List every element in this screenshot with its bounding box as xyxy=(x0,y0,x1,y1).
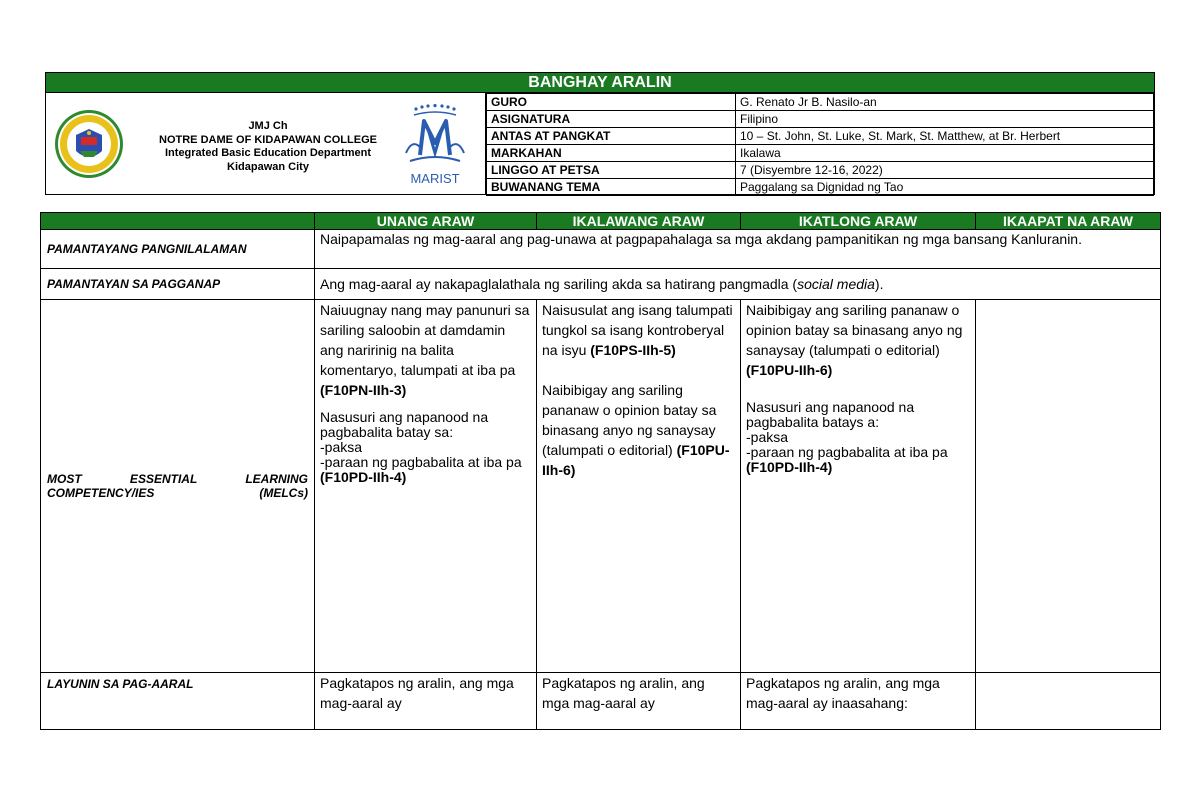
competency-subitem: -paraan ng pagbabalita at iba pa xyxy=(746,444,948,460)
melcs-day-3-competency-1 xyxy=(746,300,970,380)
marist-label: MARIST xyxy=(410,171,460,186)
melcs-day-3 xyxy=(741,300,976,673)
competency-subitem: -paraan ng pagbabalita at iba pa xyxy=(320,454,522,470)
performance-standard-text-end: ). xyxy=(874,276,884,292)
school-motto-line: JMJ Ch xyxy=(248,120,288,132)
info-row-week-date xyxy=(487,162,1154,179)
performance-standard-row xyxy=(41,269,1161,300)
info-row-subject xyxy=(487,111,1154,128)
marist-monogram-icon xyxy=(402,103,468,167)
lesson-plan-table xyxy=(40,212,1161,730)
teacher-value: G. Renato Jr B. Nasilo-an xyxy=(736,94,1154,111)
content-standard-label: PAMANTAYANG PANGNILALAMAN xyxy=(41,230,315,269)
competency-subitem: -paksa xyxy=(320,439,363,455)
day-header-row xyxy=(41,213,1161,230)
lesson-plan-header xyxy=(45,72,1155,195)
quarter-value: Ikalawa xyxy=(736,145,1154,162)
school-name-text xyxy=(134,120,402,174)
week-date-label: LINGGO AT PETSA xyxy=(487,162,736,179)
school-info-block xyxy=(46,93,486,194)
competency-text: Nasusuri ang napanood na pagbabalita batays a: xyxy=(746,399,915,430)
column-day-4: IKAAPAT NA ARAW xyxy=(976,213,1161,230)
content-standard-row xyxy=(41,230,1161,269)
competency-code: (F10PN-IIh-3) xyxy=(320,382,407,398)
performance-standard-text xyxy=(315,269,1161,300)
melcs-day-1-competency-1 xyxy=(320,300,531,400)
monthly-theme-value: Paggalang sa Dignidad ng Tao xyxy=(736,179,1154,196)
melcs-day-2-competency-2 xyxy=(542,380,735,480)
marist-logo xyxy=(402,103,468,186)
quarter-label: MARKAHAN xyxy=(487,145,736,162)
competency-text: Nasusuri ang napanood na pagbabalita batay sa: xyxy=(320,409,489,440)
competency-code: (F10PS-IIh-5) xyxy=(590,342,676,358)
school-city: Kidapawan City xyxy=(227,160,309,173)
melcs-day-2 xyxy=(537,300,741,673)
teacher-label: GURO xyxy=(487,94,736,111)
monthly-theme-label: BUWANANG TEMA xyxy=(487,179,736,196)
melcs-day-1 xyxy=(315,300,537,673)
performance-standard-text-start: Ang mag-aaral ay nakapaglalathala ng sariling akda sa hatirang pangmadla ( xyxy=(320,276,798,292)
document-title: BANGHAY ARALIN xyxy=(46,73,1154,93)
competency-subitem: -paksa xyxy=(746,429,789,445)
competency-text: Naibibigay ang sariling pananaw o opinion batay sa binasang anyo ng sanaysay (talumpati o editorial) xyxy=(542,382,717,458)
grade-section-value: 10 – St. John, St. Luke, St. Mark, St. Matthew, at Br. Herbert xyxy=(736,128,1154,145)
week-date-value: 7 (Disyembre 12-16, 2022) xyxy=(736,162,1154,179)
column-day-3: IKATLONG ARAW xyxy=(741,213,976,230)
column-day-1: UNANG ARAW xyxy=(315,213,537,230)
melcs-day-1-competency-2 xyxy=(320,410,531,485)
subject-value: Filipino xyxy=(736,111,1154,128)
melcs-day-3-competency-2 xyxy=(746,400,970,475)
lesson-info-table xyxy=(486,93,1154,196)
melcs-row xyxy=(41,300,1161,673)
melcs-day-4 xyxy=(976,300,1161,673)
objectives-day-2: Pagkatapos ng aralin, ang mga mag-aaral ay xyxy=(537,673,741,730)
info-row-grade-section xyxy=(487,128,1154,145)
objectives-label: LAYUNIN SA PAG-AARAL xyxy=(41,673,315,730)
school-name: NOTRE DAME OF KIDAPAWAN COLLEGE xyxy=(159,133,377,146)
competency-code: (F10PD-IIh-4) xyxy=(746,459,833,475)
competency-text: Naibibigay ang sariling pananaw o opinion batay sa binasang anyo ng sanaysay (talumpati o editorial) xyxy=(746,302,963,358)
competency-text: Naisusulat ang isang talumpati tungkol sa isang kontroberyal na isyu xyxy=(542,302,733,358)
info-row-teacher xyxy=(487,94,1154,111)
column-day-2: IKALAWANG ARAW xyxy=(537,213,741,230)
content-standard-text: Naipapamalas ng mag-aaral ang pag-unawa at pagpapahalaga sa mga akdang pampanitikan ng mga bansang Kanluranin. xyxy=(315,230,1161,269)
grade-section-label: ANTAS AT PANGKAT xyxy=(487,128,736,145)
performance-standard-label: PAMANTAYAN SA PAGGANAP xyxy=(41,269,315,300)
objectives-day-3: Pagkatapos ng aralin, ang mga mag-aaral ay inaasahang: xyxy=(741,673,976,730)
info-row-quarter xyxy=(487,145,1154,162)
school-seal-logo xyxy=(54,109,124,179)
competency-code: (F10PD-IIh-4) xyxy=(320,469,407,485)
objectives-day-4 xyxy=(976,673,1161,730)
melcs-label: MOST ESSENTIAL LEARNING COMPETENCY/IES (MELCs) xyxy=(41,300,315,673)
info-row-theme xyxy=(487,179,1154,196)
melcs-day-2-competency-1 xyxy=(542,300,735,360)
competency-code: (F10PU-IIh-6) xyxy=(746,362,833,378)
competency-code: (F10PU-IIh-6) xyxy=(542,442,730,478)
performance-standard-social-media: social media xyxy=(797,276,875,292)
subject-label: ASIGNATURA xyxy=(487,111,736,128)
department-name: Integrated Basic Education Department xyxy=(165,147,371,159)
objectives-day-1: Pagkatapos ng aralin, ang mga mag-aaral ay xyxy=(315,673,537,730)
header-corner xyxy=(41,213,315,230)
competency-text: Naiuugnay nang may panunuri sa sariling saloobin at damdamin ang naririnig na balita komentaryo, talumpati at iba pa xyxy=(320,302,530,378)
objectives-row xyxy=(41,673,1161,730)
